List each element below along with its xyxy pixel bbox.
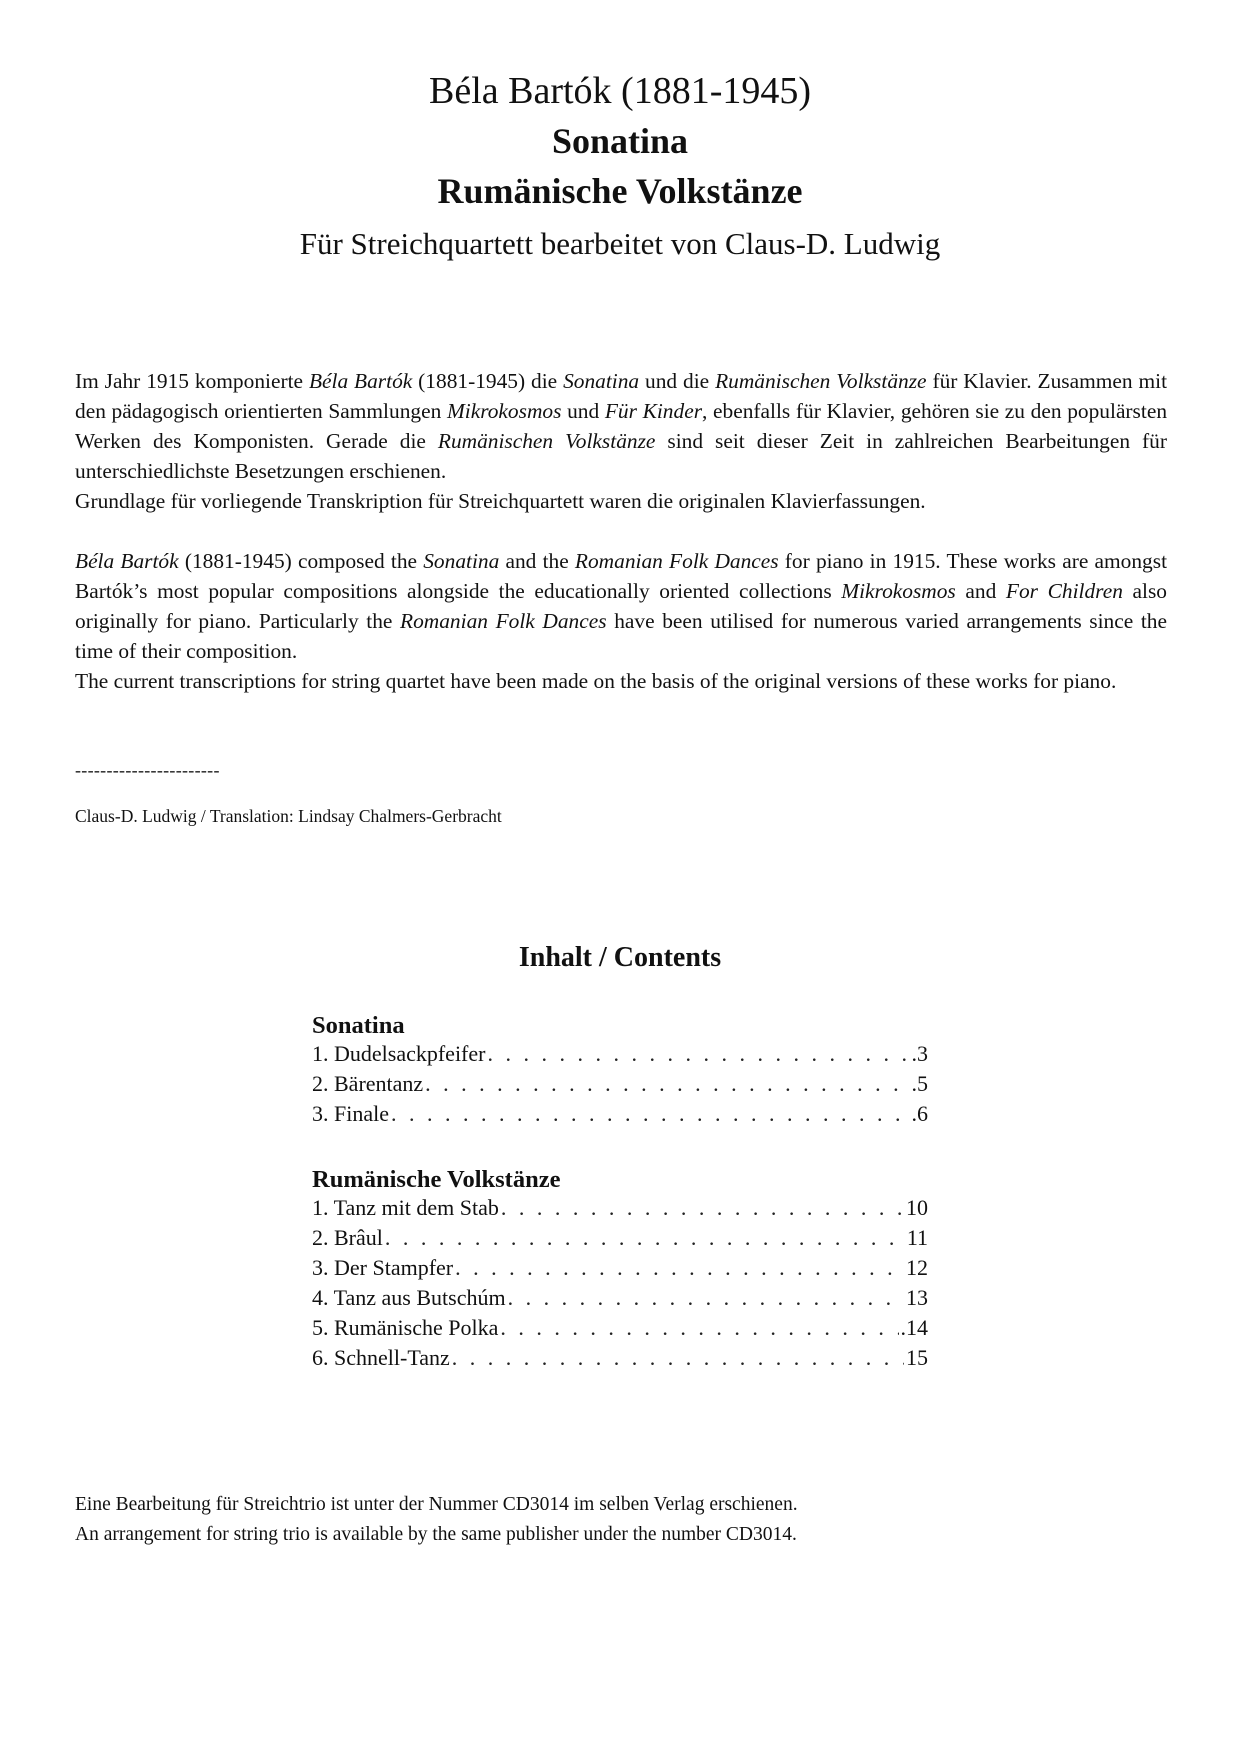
italic-run: Béla Bartók	[308, 369, 413, 393]
italic-run: Sonatina	[423, 549, 500, 573]
toc-dot-leader	[452, 1345, 904, 1371]
toc-entry-page: .3	[911, 1041, 928, 1066]
work-title-volkstaenze: Rumänische Volkstänze	[437, 171, 803, 211]
text-run: und die	[639, 369, 716, 393]
toc-entry-label: 3. Der Stampfer	[312, 1255, 454, 1280]
toc-entry-page: 13	[906, 1285, 928, 1310]
text-run: und	[561, 399, 605, 423]
text-run: Zusammen mit den pädagogisch orientierten Sammlungen	[75, 369, 1168, 423]
toc-entry	[312, 1285, 928, 1315]
toc-entry-page: .6	[911, 1101, 928, 1126]
italic-run: Rumänischen Volkstänze	[715, 369, 927, 393]
italic-run: Für Kinder	[604, 399, 703, 423]
toc-entry-page: 10	[906, 1195, 928, 1220]
text-run: , ebenfalls für Klavier, gehören sie zu den populärsten Werken des Komponisten. Gerade die	[75, 399, 1168, 453]
intro-german-basis: Grundlage für vorliegende Transkription für Streichquartett waren die originalen Klavierfassungen.	[75, 489, 926, 513]
intro-english-basis: The current transcriptions for string quartet have been made on the basis of the original versions of these works for piano.	[75, 669, 1117, 693]
contents-heading: Inhalt / Contents	[518, 942, 722, 973]
toc-dot-leader	[385, 1225, 905, 1251]
toc-entry-label: 3. Finale	[312, 1101, 389, 1126]
toc-entry-label: 5. Rumänische Polka	[312, 1315, 499, 1340]
text-run: also originally for piano. Particularly the	[75, 579, 1167, 633]
footer-note-english: An arrangement for string trio is available by the same publisher under the number CD3014.	[75, 1524, 797, 1545]
italic-run: Romanian Folk Dances	[574, 549, 779, 573]
section-divider: -----------------------	[75, 760, 220, 780]
toc-entry	[312, 1195, 928, 1225]
toc-entry-label: 2. Brâul	[312, 1225, 383, 1250]
toc-section-title: Sonatina	[312, 1012, 405, 1039]
credits-line: Claus-D. Ludwig / Translation: Lindsay Chalmers-Gerbracht	[75, 806, 502, 826]
italic-run: Rumänischen Volkstänze	[437, 429, 656, 453]
toc-entry-page: .5	[911, 1071, 928, 1096]
text-run: (1881-1945) die	[412, 369, 564, 393]
text-run: Im Jahr 1915 komponierte	[75, 369, 309, 393]
arranger-subtitle: Für Streichquartett bearbeitet von Claus-D. Ludwig	[299, 226, 941, 261]
toc-dot-leader	[487, 1041, 909, 1067]
toc-entry-label: 1. Dudelsackpfeifer	[312, 1041, 486, 1066]
toc-dot-leader	[425, 1071, 909, 1097]
intro-german-paragraph	[75, 366, 1167, 486]
footer-note-german: Eine Bearbeitung für Streichtrio ist unter der Nummer CD3014 im selben Verlag erschienen.	[75, 1494, 798, 1515]
toc-entry-label: 4. Tanz aus Butschúm	[312, 1285, 506, 1310]
toc-dot-leader	[501, 1195, 904, 1221]
toc-entry	[312, 1345, 928, 1375]
italic-run: Romanian Folk Dances	[400, 609, 607, 633]
toc-entry	[312, 1255, 928, 1285]
composer-name: Béla Bartók (1881-1945)	[428, 70, 812, 112]
text-run: für Klavier.	[926, 369, 1032, 393]
text-run: have been utilised for numerous varied arrangements since the time of their composition.	[75, 609, 1167, 663]
toc-dot-leader	[500, 1315, 898, 1341]
work-title-sonatina: Sonatina	[551, 121, 689, 161]
toc-section-title: Rumänische Volkstänze	[312, 1166, 561, 1193]
toc-entry	[312, 1225, 928, 1255]
toc-section-volkstaenze	[312, 1164, 928, 1375]
toc-dot-leader	[455, 1255, 904, 1281]
toc-dot-leader	[391, 1101, 910, 1127]
italic-run: For Children	[1005, 579, 1123, 603]
intro-english-paragraph	[75, 546, 1167, 666]
italic-run: Béla Bartók	[75, 549, 179, 573]
toc-entry-label: 1. Tanz mit dem Stab	[312, 1195, 499, 1220]
toc-entry-page: 12	[906, 1255, 928, 1280]
intro-english	[75, 546, 1167, 696]
text-run: (1881-1945) composed the	[178, 549, 424, 573]
text-run: sind seit dieser Zeit in zahlreichen Bearbeitungen für unterschiedlichste Besetzungen erschienen.	[75, 429, 1167, 483]
toc-entry-page: .14	[900, 1315, 928, 1340]
toc-entry-page: 11	[906, 1225, 928, 1250]
toc-entry-label: 2. Bärentanz	[312, 1071, 424, 1096]
footer-note	[75, 1490, 798, 1550]
text-run: and the	[499, 549, 575, 573]
toc-entry-page: 15	[906, 1345, 928, 1370]
italic-run: Mikrokosmos	[446, 399, 562, 423]
toc-entry	[312, 1041, 928, 1071]
toc-entry	[312, 1071, 928, 1101]
toc-section-sonatina	[312, 1010, 928, 1131]
toc-entry-label: 6. Schnell-Tanz	[312, 1345, 450, 1370]
toc-entry	[312, 1315, 928, 1345]
toc-entry	[312, 1101, 928, 1131]
text-run: for piano in 1915. These works are amongst Bartók’s most popular compositions alongside the educationally oriented collections	[75, 549, 1168, 603]
intro-german	[75, 366, 1167, 516]
text-run: and	[955, 579, 1006, 603]
title-block	[0, 66, 1240, 266]
toc-dot-leader	[508, 1285, 904, 1311]
italic-run: Sonatina	[563, 369, 640, 393]
italic-run: Mikrokosmos	[841, 579, 956, 603]
